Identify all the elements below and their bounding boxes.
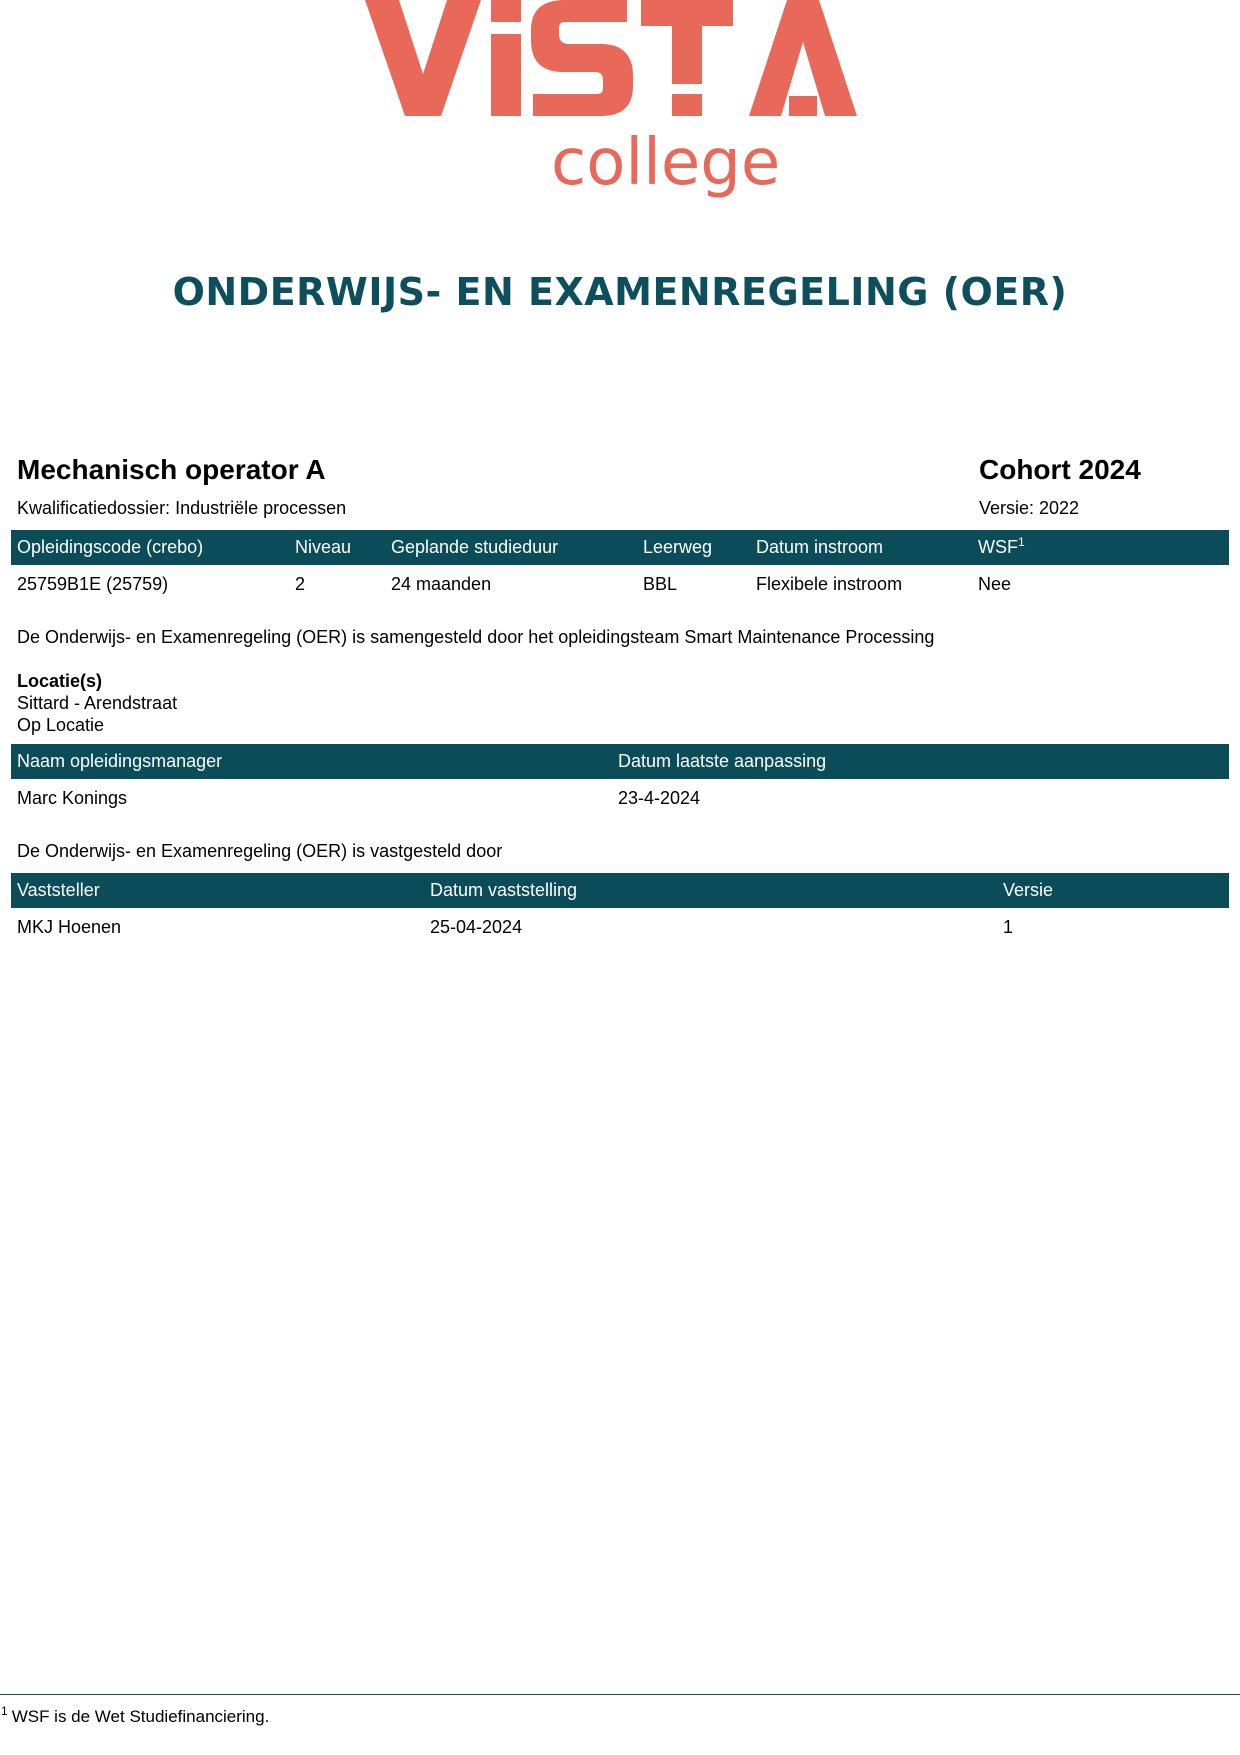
table-header-row bbox=[11, 744, 1229, 779]
table-row bbox=[11, 779, 1229, 817]
location-item: Op Locatie bbox=[17, 715, 105, 735]
cell-studieduur: 24 maanden bbox=[391, 573, 492, 594]
col-header-last-change: Datum laatste aanpassing bbox=[612, 744, 1229, 779]
qualification-dossier: Kwalificatiedossier: Industriële processen bbox=[17, 498, 347, 518]
table-header-row bbox=[11, 873, 1229, 908]
location-item: Sittard - Arendstraat bbox=[17, 693, 178, 713]
col-header-wsf bbox=[972, 530, 1229, 565]
program-info-table bbox=[11, 530, 1229, 603]
col-header-leerweg: Leerweg bbox=[637, 530, 750, 565]
program-sub-row bbox=[11, 498, 1229, 522]
wsf-label: WSF bbox=[978, 537, 1018, 557]
table-row bbox=[11, 908, 1229, 946]
col-header-manager: Naam opleidingsmanager bbox=[11, 744, 612, 779]
cohort-label: Cohort 2024 bbox=[979, 454, 1141, 485]
col-header-crebo: Opleidingscode (crebo) bbox=[11, 530, 289, 565]
footnote-text: WSF is de Wet Studiefinanciering. bbox=[11, 1707, 270, 1726]
footnote-ref: 1 bbox=[1018, 535, 1025, 549]
cell-vaststeller: MKJ Hoenen bbox=[17, 916, 122, 937]
cell-datum-instroom: Flexibele instroom bbox=[756, 573, 903, 594]
composed-by-text: De Onderwijs- en Examenregeling (OER) is samengesteld door het opleidingsteam Smart Maintenance Processing bbox=[17, 627, 935, 647]
page-title: ONDERWIJS- EN EXAMENREGELING (OER) bbox=[172, 270, 1068, 314]
document-body bbox=[11, 440, 1229, 946]
logo-graphic bbox=[365, 0, 885, 205]
table-row bbox=[11, 565, 1229, 603]
cell-versie: 1 bbox=[1003, 916, 1014, 937]
locations-block bbox=[11, 670, 1229, 736]
program-name: Mechanisch operator A bbox=[17, 454, 326, 485]
cell-wsf: Nee bbox=[978, 573, 1012, 594]
table-header-row bbox=[11, 530, 1229, 565]
cell-niveau: 2 bbox=[295, 573, 306, 594]
version-label: Versie: 2022 bbox=[979, 498, 1080, 518]
col-header-datum-vaststelling: Datum vaststelling bbox=[424, 873, 997, 908]
footnote-number: 1 bbox=[1, 1704, 8, 1718]
cell-datum-vaststelling: 25-04-2024 bbox=[430, 916, 523, 937]
col-header-niveau: Niveau bbox=[289, 530, 385, 565]
cell-manager: Marc Konings bbox=[17, 787, 128, 808]
footnote bbox=[1, 1704, 270, 1727]
program-heading-row bbox=[11, 440, 1229, 486]
locations-title: Locatie(s) bbox=[17, 671, 103, 691]
cell-last-change: 23-4-2024 bbox=[618, 787, 701, 808]
logo-college-text: college bbox=[551, 126, 781, 200]
col-header-datum-instroom: Datum instroom bbox=[750, 530, 972, 565]
manager-table bbox=[11, 744, 1229, 817]
col-header-vaststeller: Vaststeller bbox=[11, 873, 424, 908]
col-header-studieduur: Geplande studieduur bbox=[385, 530, 637, 565]
cell-crebo: 25759B1E (25759) bbox=[17, 573, 169, 594]
vista-college-logo bbox=[365, 0, 885, 205]
footnote-divider bbox=[0, 1694, 1240, 1695]
approval-table bbox=[11, 873, 1229, 946]
established-by-text: De Onderwijs- en Examenregeling (OER) is vastgesteld door bbox=[17, 841, 503, 861]
col-header-versie: Versie bbox=[997, 873, 1229, 908]
cell-leerweg: BBL bbox=[643, 573, 678, 594]
